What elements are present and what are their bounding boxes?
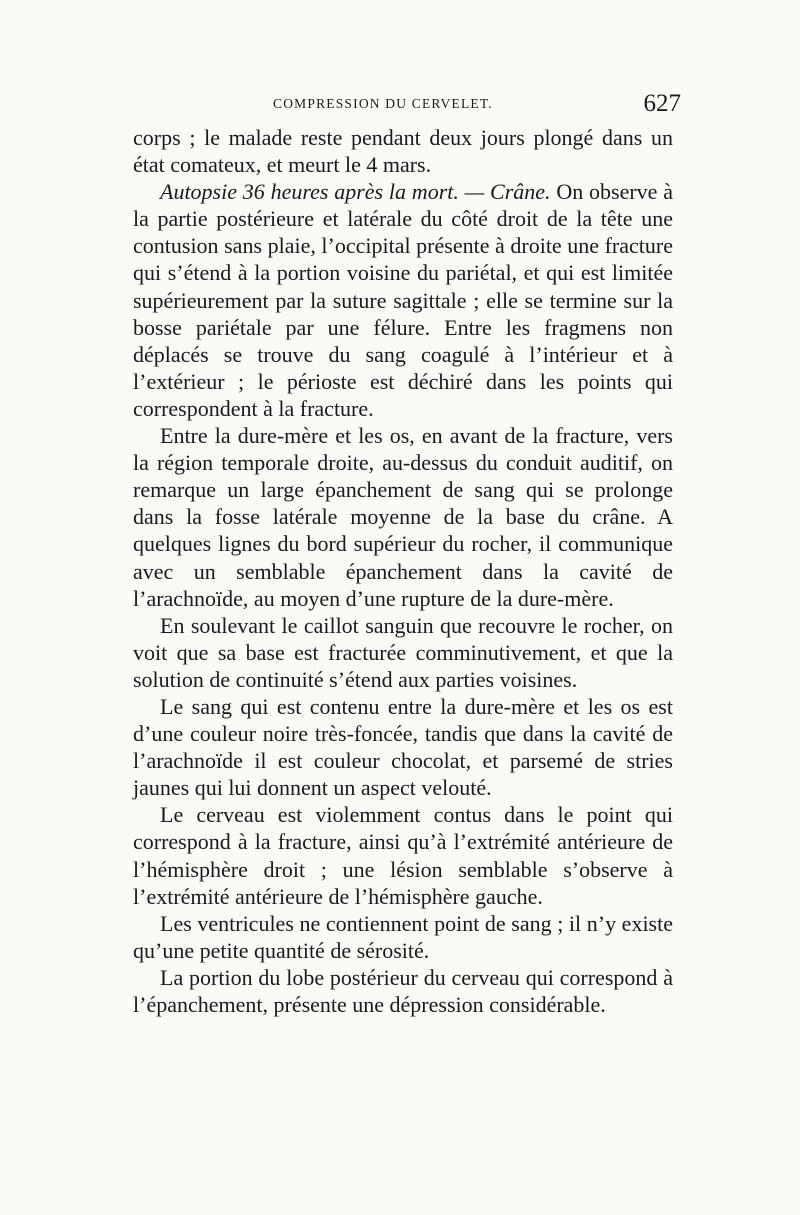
paragraph-3: Entre la dure-mère et les os, en avant de la fracture, vers la région temporale droite, au-dessus du conduit auditif, on remarque un large épanchement de sang qui se prolonge dans la fosse latérale moyenne de la base du crâne. A quelques lignes du bord supérieur du rocher, il communique avec un semblable épanchement dans la cavité de l’arachnoïde, au moyen d’une rupture de la dure-mère. [133,423,673,611]
paragraph-6: Le cerveau est violemment contus dans le point qui correspond à la fracture, ainsi qu’à l’extrémité antérieure de l’hémisphère droit ; une lésion semblable s’observe à l’extrémité antérieure de l’hémisphère gauche. [133,802,673,909]
paragraph-2-text: On observe à la partie postérieure et latérale du côté droit de la tête une contusion sans plaie, l’occipital présente à droite une fracture qui s’étend à la portion voisine du pariétal, et qui est limitée supérieurement par la suture sagittale ; elle se termine sur la bosse pariétale par une félure. Entre les fragmens non déplacés se trouve du sang coagulé à l’intérieur et à l’extérieur ; le périoste est déchiré dans les points qui correspondent à la fracture. [133,179,673,421]
paragraph-8: La portion du lobe postérieur du cerveau qui correspond à l’épanchement, présente une dépression considérable. [133,964,673,1017]
paragraph-4: En soulevant le caillot sanguin que recouvre le rocher, on voit que sa base est fracturée comminutivement, et que la solution de continuité s’étend aux parties voisines. [133,612,673,692]
paragraph-7: Les ventricules ne contiennent point de sang ; il n’y existe qu’une petite quantité de sérosité. [133,910,673,963]
autopsy-heading: Autopsie 36 heures après la mort. — Crâne. [160,179,551,205]
running-title: COMPRESSION DU CERVELET. [273,96,493,111]
paragraph-1: corps ; le malade reste pendant deux jours plongé dans un état comateux, et meurt le 4 mars. [133,125,673,178]
page-number: 627 [643,90,681,117]
body-text [133,124,673,1018]
running-head [133,92,685,122]
paragraph-5: Le sang qui est contenu entre la dure-mère et les os est d’une couleur noire très-foncée, tandis que dans la cavité de l’arachnoïde il est couleur chocolat, et parsemé de stries jaunes qui lui donnent un aspect velouté. [133,693,673,801]
paragraph-2 [133,178,673,422]
